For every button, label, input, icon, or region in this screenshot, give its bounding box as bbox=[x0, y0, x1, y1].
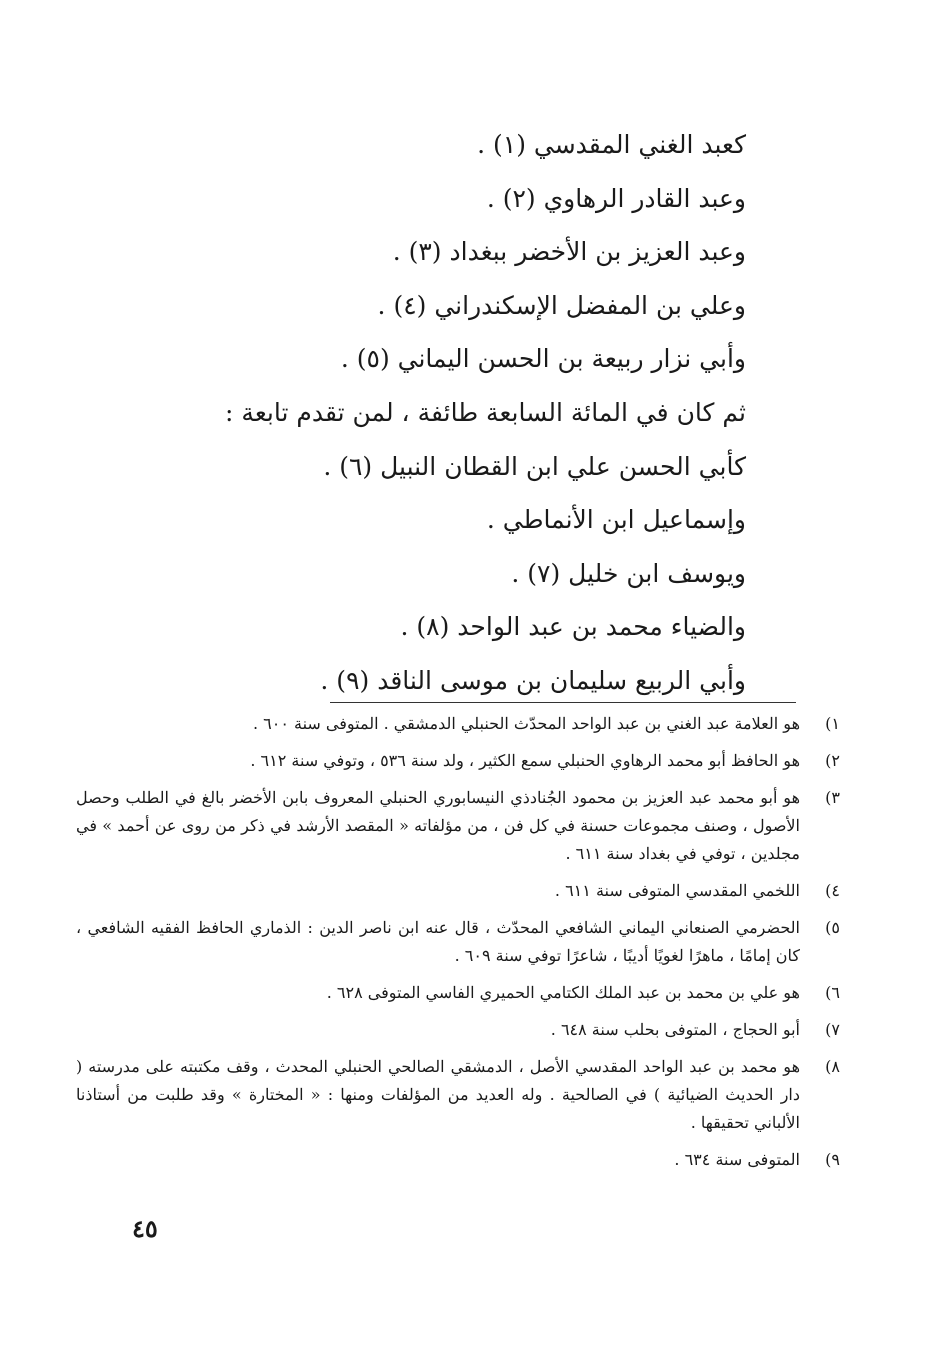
footnote-text: هو علي بن محمد بن عبد الملك الكتامي الحميري الفاسي المتوفى ٦٢٨ . bbox=[326, 983, 800, 1002]
main-line: وعلي بن المفضل الإسكندراني (٤) . bbox=[377, 290, 746, 320]
main-text bbox=[226, 118, 746, 708]
footnote-text: هو محمد بن عبد الواحد المقدسي الأصل ، الدمشقي الصالحي الحنبلي المحدث ، وقف مكتبته على مدرسته ( دار الحديث الضيائية ) في الصالحية . وله العديد من المؤلفات ومنها : « المختارة » وقد طلبت من أستاذنا الألباني تحقيقها . bbox=[76, 1057, 801, 1132]
main-line: ثم كان في المائة السابعة طائفة ، لمن تقدم تابعة : bbox=[225, 397, 746, 427]
footnote-text: الحضرمي الصنعاني اليماني الشافعي المحدّث ، قال عنه ابن ناصر الدين : الذماري الحافظ الفقيه الشافعي ، كان إمامًا ، ماهرًا لغويًا أديبًا ، شاعرًا توفي سنة ٦٠٩ . bbox=[76, 918, 800, 965]
footnote-number: ٢) bbox=[825, 751, 840, 770]
footnote-text: اللخمي المقدسي المتوفى سنة ٦١١ . bbox=[554, 881, 800, 900]
footnote bbox=[76, 1053, 840, 1137]
footnote-number: ٥) bbox=[825, 918, 840, 937]
footnote-number: ٦) bbox=[825, 983, 840, 1002]
footnote-text: هو العلامة عبد الغني بن عبد الواحد المحدّث الحنبلي الدمشقي . المتوفى سنة ٦٠٠ . bbox=[252, 714, 800, 733]
page-number: ٤٥ bbox=[132, 1214, 158, 1243]
footnote bbox=[76, 784, 840, 868]
footnote-number: ٤) bbox=[825, 881, 840, 900]
main-line: والضياء محمد بن عبد الواحد (٨) . bbox=[400, 612, 746, 642]
main-line: وأبي الربيع سليمان بن موسى الناقد (٩) . bbox=[320, 665, 746, 695]
main-line: وأبي نزار ربيعة بن الحسن اليماني (٥) . bbox=[340, 344, 746, 374]
footnote-number: ٩) bbox=[825, 1150, 840, 1169]
footnote-text: أبو الحجاج ، المتوفى بحلب سنة ٦٤٨ . bbox=[550, 1020, 800, 1039]
footnote bbox=[76, 1146, 840, 1174]
main-line: كأبي الحسن علي ابن القطان النبيل (٦) . bbox=[323, 451, 746, 481]
footnote-text: هو أبو محمد عبد العزيز بن محمود الجُنادذي النيسابوري الحنبلي المعروف بابن الأخضر بالغ في الطلب وحصل الأصول ، وصنف مجموعات حسنة في كل فن ، من مؤلفاته « المقصد الأرشد في ذكر من روى عن أحمد » في مجلدين ، توفي في بغداد سنة ٦١١ . bbox=[76, 788, 801, 863]
footnote-number: ٨) bbox=[825, 1057, 840, 1076]
footnote bbox=[76, 747, 840, 775]
footnote bbox=[76, 1016, 840, 1044]
footnote-number: ٣) bbox=[825, 788, 840, 807]
footnote-number: ١) bbox=[825, 714, 840, 733]
main-line: وإسماعيل ابن الأنماطي . bbox=[486, 505, 746, 535]
footnote-text: المتوفى سنة ٦٣٤ . bbox=[674, 1150, 800, 1169]
footnote-number: ٧) bbox=[825, 1020, 840, 1039]
footnotes bbox=[76, 710, 840, 1183]
footnote bbox=[76, 877, 840, 905]
footnote bbox=[76, 914, 840, 970]
footnote-separator bbox=[330, 702, 796, 703]
footnote bbox=[76, 979, 840, 1007]
main-line: كعبد الغني المقدسي (١) . bbox=[477, 130, 746, 159]
footnote-text: هو الحافظ أبو محمد الرهاوي الحنبلي سمع الكثير ، ولد سنة ٥٣٦ ، وتوفي سنة ٦١٢ . bbox=[250, 751, 800, 770]
main-line: وعبد القادر الرهاوي (٢) . bbox=[486, 183, 746, 213]
main-line: ويوسف ابن خليل (٧) . bbox=[511, 558, 746, 588]
main-line: وعبد العزيز بن الأخضر ببغداد (٣) . bbox=[392, 237, 746, 267]
footnote bbox=[76, 710, 840, 738]
